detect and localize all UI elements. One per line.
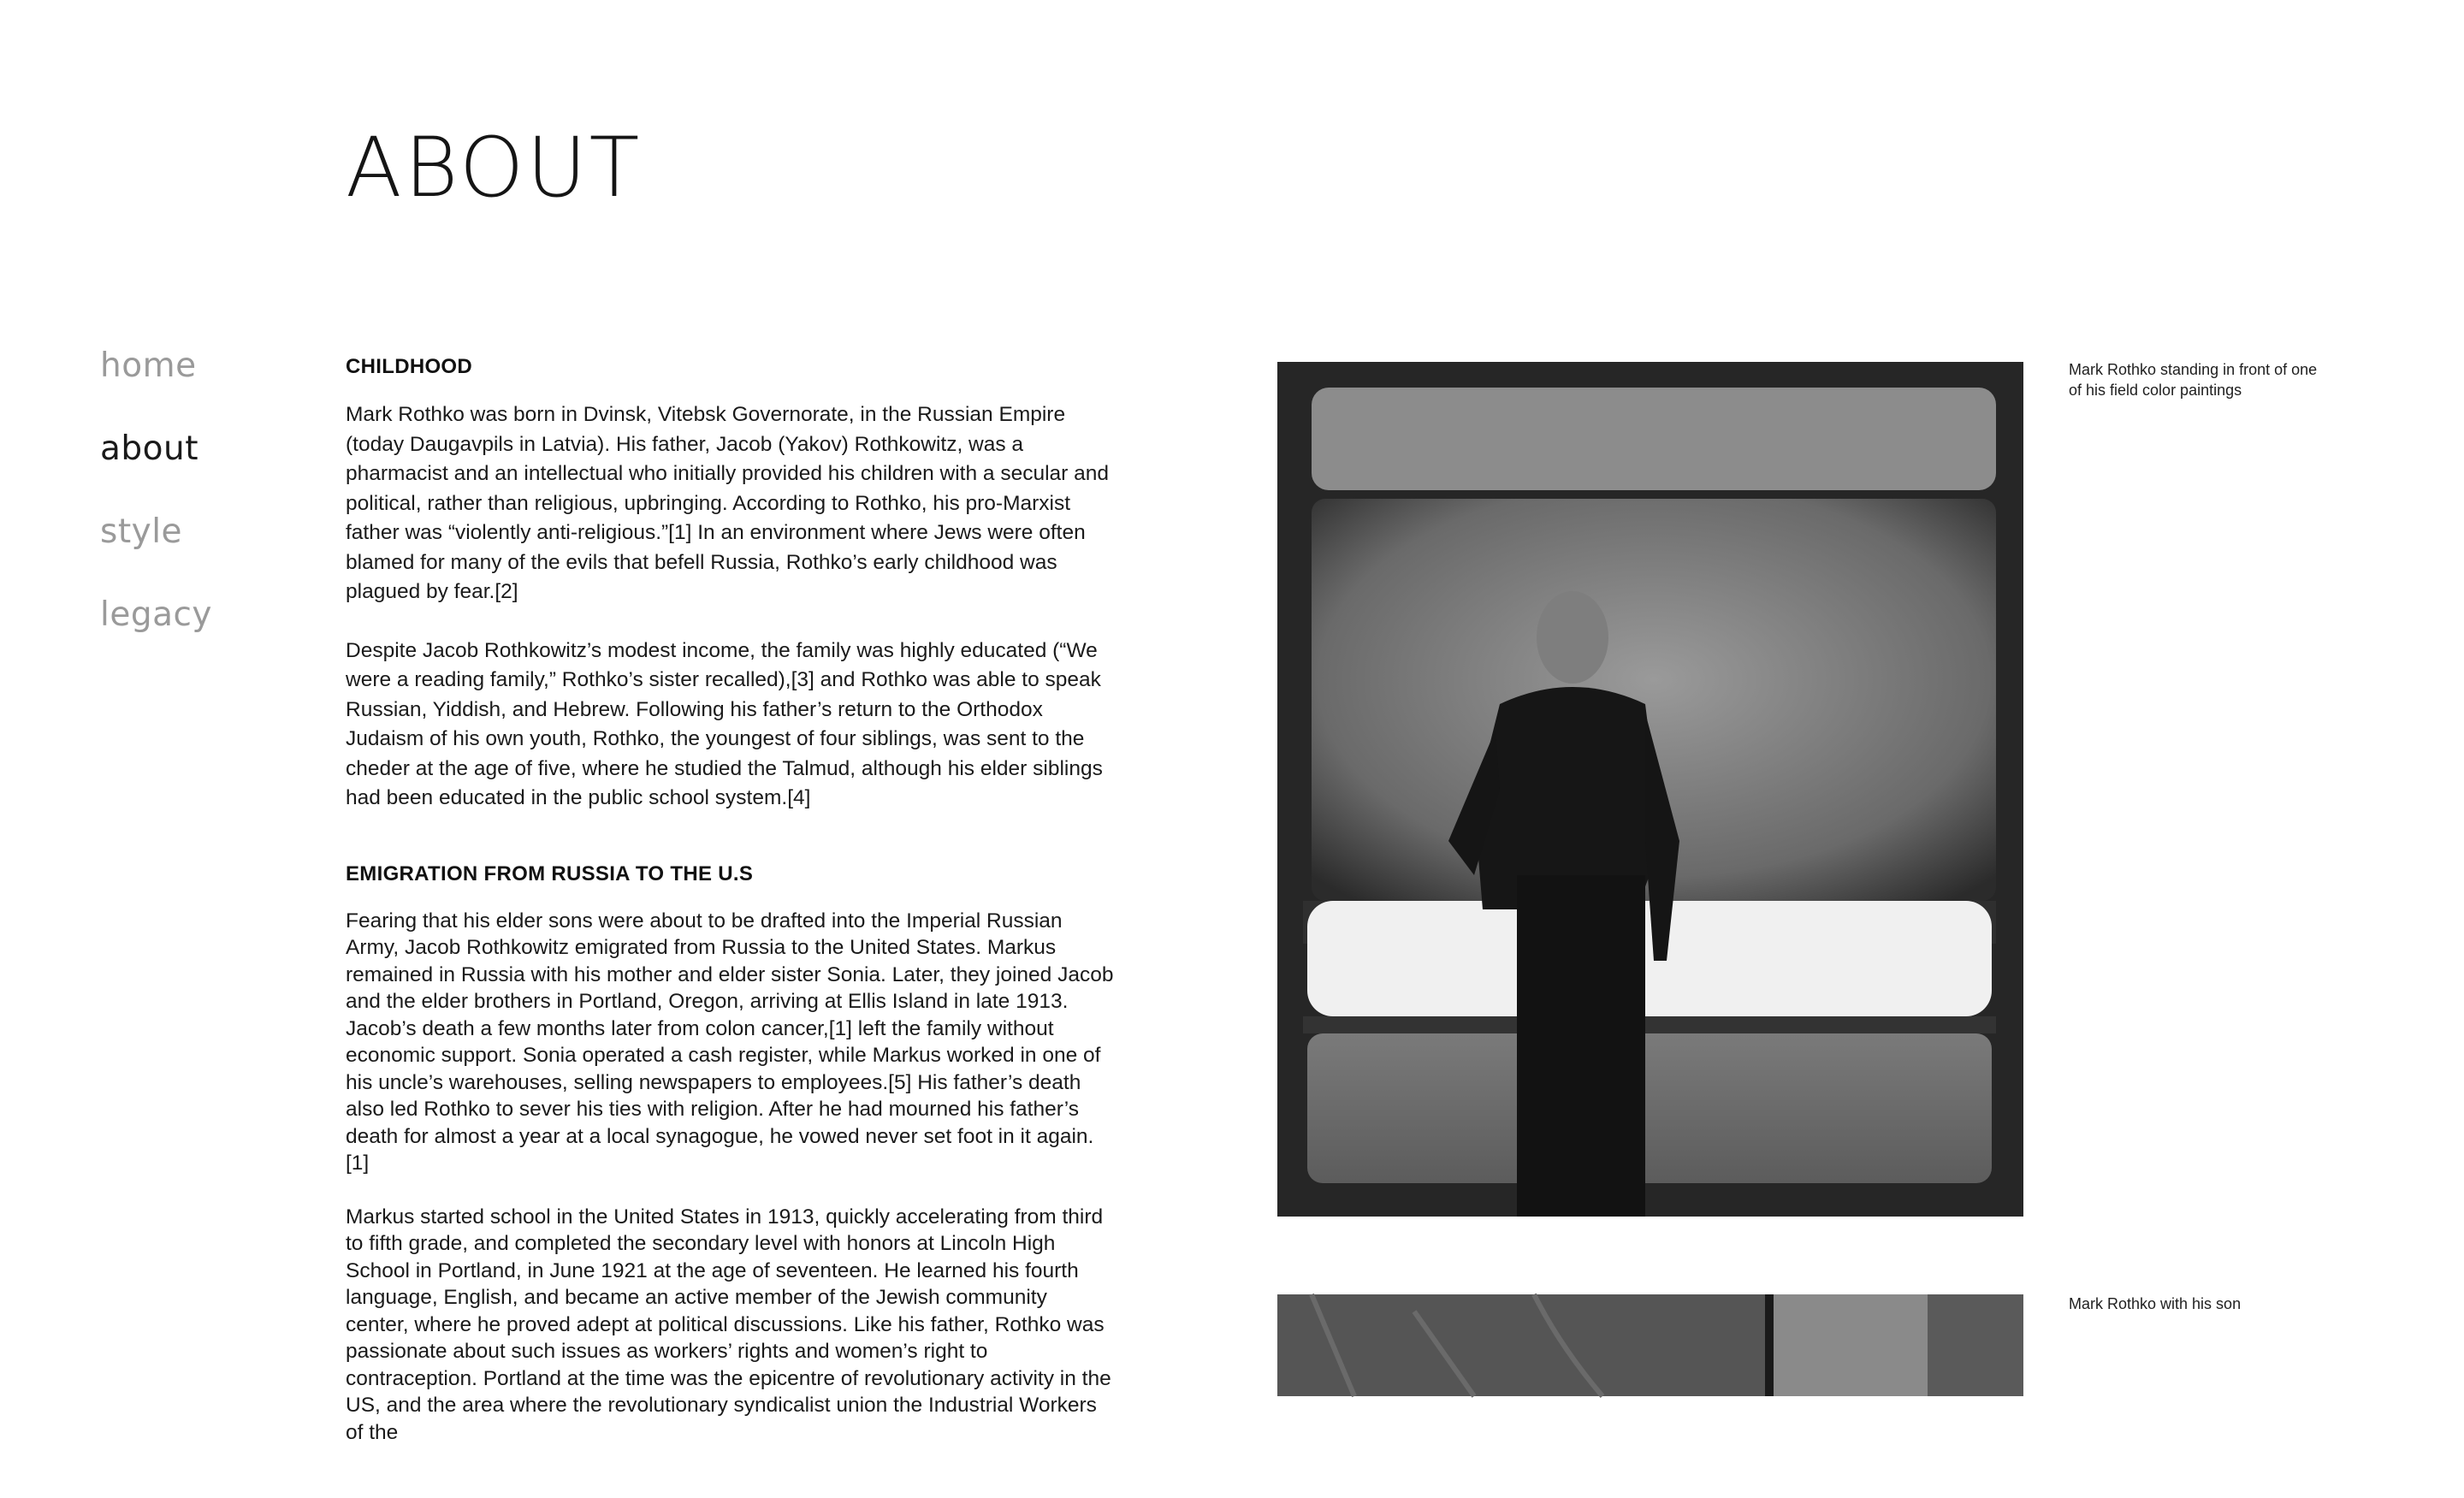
article-content: [346, 354, 1116, 1444]
paragraph: Despite Jacob Rothkowitz’s modest income, the family was highly educated (“We were a reading family,” Rothko’s sister recalled),[3] and Rothko was able to speak Russian, Yiddish, and Hebrew. Following his father’s return to the Orthodox Judaism of his own youth, Rothko, the youngest of four siblings, was sent to the cheder at the age of five, where he studied the Talmud, although his elder siblings had been educated in the public school system.[4]: [346, 638, 1103, 809]
photo-rothko-with-son: [1277, 1294, 2023, 1396]
section-childhood: [346, 354, 1116, 814]
nav-item-home[interactable]: home: [100, 346, 197, 385]
nav-item-style[interactable]: style: [100, 512, 183, 551]
nav-item-about[interactable]: about: [100, 429, 199, 468]
section-heading-childhood: CHILDHOOD: [346, 355, 473, 378]
page-title: ABOUT: [346, 120, 643, 216]
paragraph: Markus started school in the United States in 1913, quickly accelerating from third to fifth grade, and completed the secondary level with honors at Lincoln High School in Portland, in June 1921 at the age of seventeen. He learned his fourth language, English, and became an active member of the Jewish community center, where he proved adept at political discussions. Like his father, Rothko was passionate about such issues as workers’ rights and women’s right to contraception. Portland at the time was the epicentre of revolutionary activity in the US, and the area where the revolutionary syndicalist union the Industrial Workers of the: [346, 1205, 1111, 1444]
photo-rothko-painting-image: [1277, 362, 2023, 1217]
paragraph: Mark Rothko was born in Dvinsk, Vitebsk Governorate, in the Russian Empire (today Daugavpils in Latvia). His father, Jacob (Yakov) Rothkowitz, was a pharmacist and an intellectual who initially provided his children with a secular and political, rather than religious, upbringing. According to Rothko, his pro-Marxist father was “violently anti-religious.”[1] In an environment where Jews were often blamed for many of the evils that befell Russia, Rothko’s early childhood was plagued by fear.[2]: [346, 403, 1110, 603]
photo-rothko-painting: [1277, 362, 2023, 1217]
paragraph: Fearing that his elder sons were about to be drafted into the Imperial Russian Army, Jacob Rothkowitz emigrated from Russia to the United States. Markus remained in Russia with his mother and elder sister Sonia. Later, they joined Jacob and the elder brothers in Portland, Oregon, arriving at Ellis Island in late 1913. Jacob’s death a few months later from colon cancer,[1] left the family without economic support. Sonia operated a cash register, while Markus worked in one of his uncle’s warehouses, selling newspapers to employees.[5] His father’s death also led Rothko to sever his ties with religion. After he had mourned his father’s death for almost a year at a local synagogue, he vowed never set foot in it again.[1]: [346, 909, 1114, 1175]
photo-rothko-with-son-image: [1277, 1294, 2023, 1396]
figure-caption: Mark Rothko with his son: [2069, 1295, 2242, 1312]
section-heading-emigration: EMIGRATION FROM RUSSIA TO THE U.S: [346, 861, 754, 885]
nav-item-legacy[interactable]: legacy: [100, 595, 213, 634]
section-emigration: [346, 861, 1116, 1447]
figure-caption: Mark Rothko standing in front of one of his field color paintings: [2069, 361, 2318, 399]
side-nav: [100, 346, 323, 681]
